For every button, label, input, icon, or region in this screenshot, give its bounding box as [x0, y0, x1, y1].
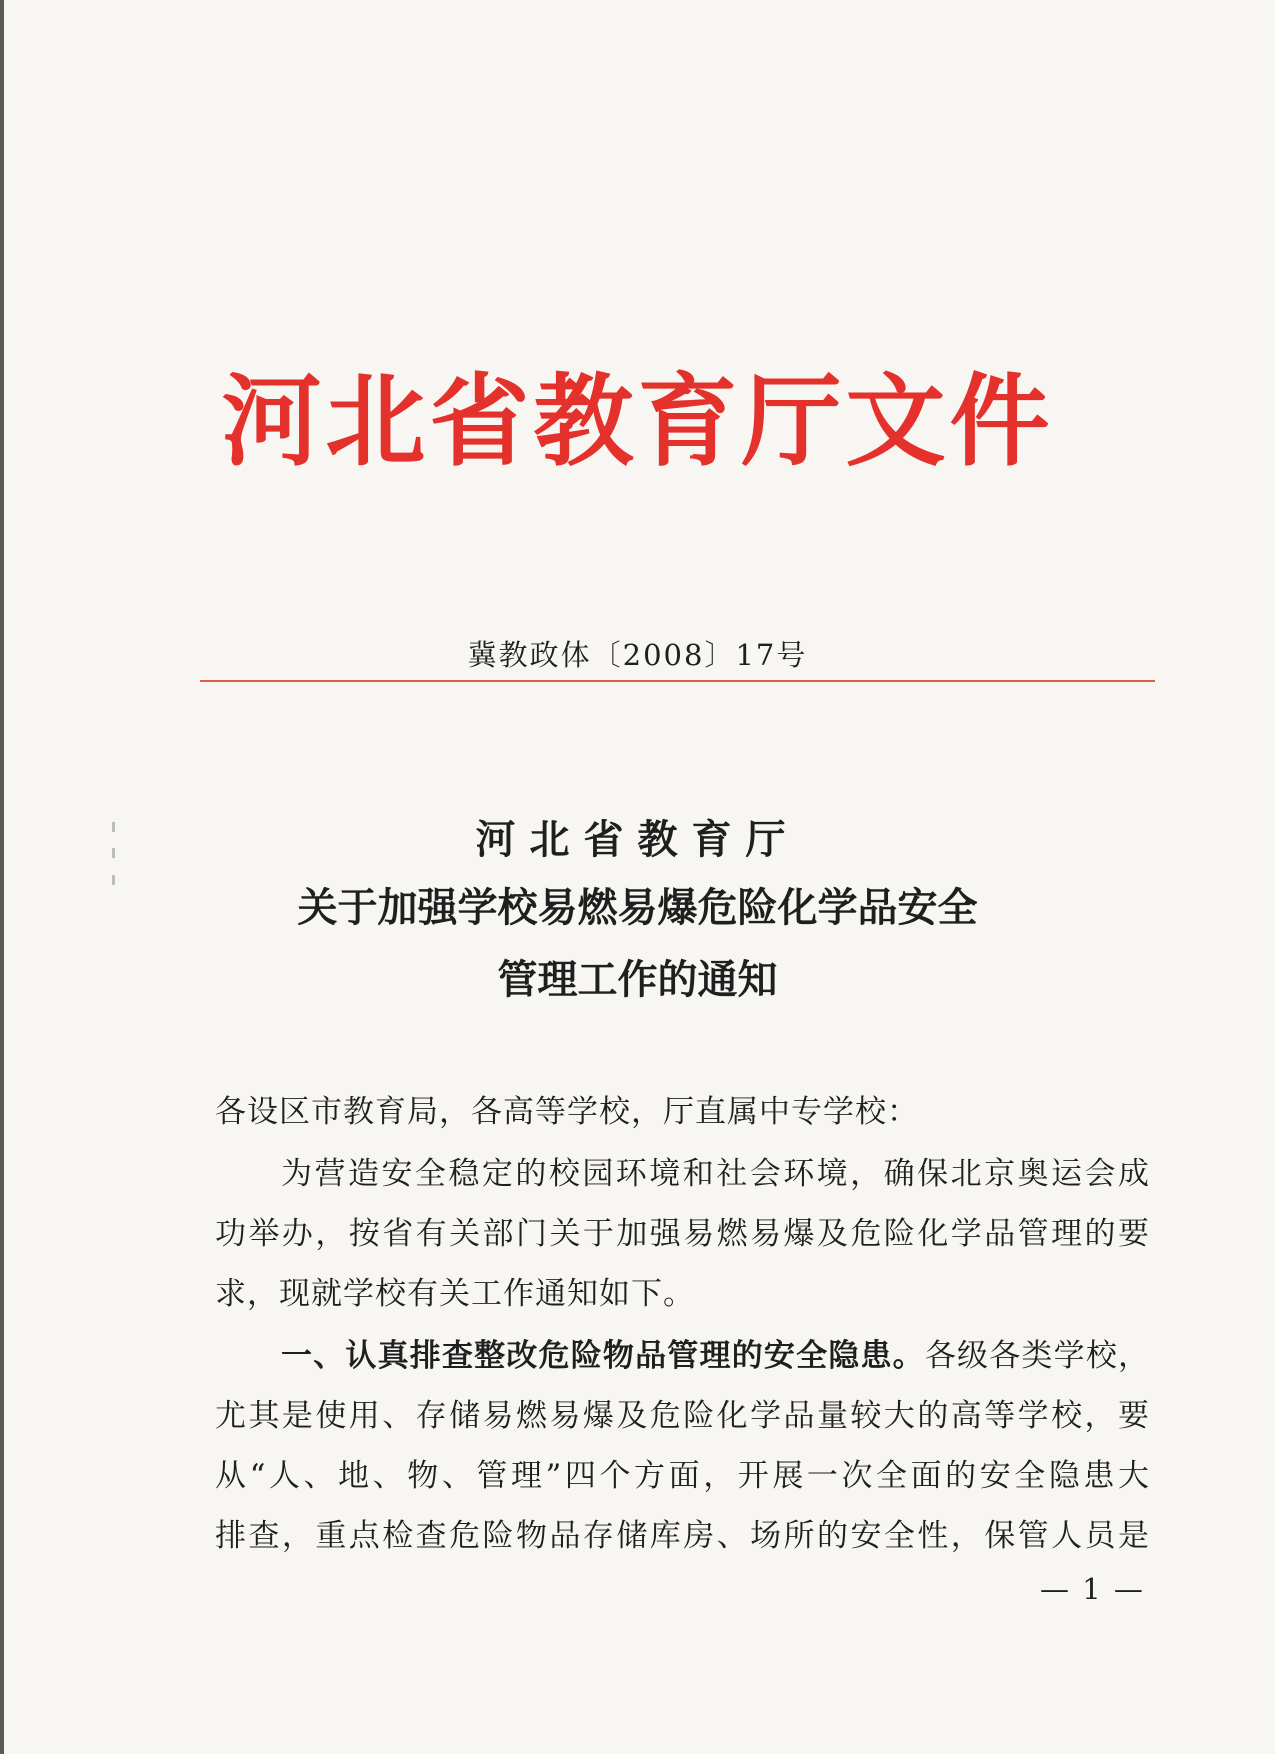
scan-edge	[0, 0, 4, 1754]
section-1-line-2: 尤其是使用、存储易燃易爆及危险化学品量较大的高等学校，要	[215, 1398, 1150, 1434]
section-1-first-line	[215, 1326, 1150, 1386]
section-1-heading: 一、认真排查整改危险物品管理的安全隐患。	[281, 1338, 925, 1374]
title-line-2: 关于加强学校易燃易爆危险化学品安全	[297, 885, 978, 931]
section-1-line-4: 排查，重点检查危险物品存储库房、场所的安全性，保管人员是	[215, 1518, 1150, 1554]
bleed-through	[205, 248, 1125, 270]
intro-line-1: 为营造安全稳定的校园环境和社会环境，确保北京奥运会成	[281, 1156, 1150, 1192]
page-number: — 1 —	[1040, 1572, 1145, 1606]
title-issuer: 河北省教育厅	[475, 817, 800, 863]
intro-line-2: 功举办，按省有关部门关于加强易燃易爆及危险化学品管理的要	[215, 1216, 1150, 1252]
document-number: 冀教政体〔2008〕17号	[467, 638, 808, 672]
intro-line-3: 求，现就学校有关工作通知如下。	[215, 1276, 695, 1312]
masthead: 河北省教育厅文件	[221, 363, 1054, 480]
title-line-3: 管理工作的通知	[497, 957, 778, 1003]
section-1-line-3: 从“人、地、物、管理”四个方面，开展一次全面的安全隐患大	[215, 1458, 1150, 1494]
section-1-text: 各级各类学校，	[924, 1338, 1151, 1374]
red-separator-line	[200, 680, 1155, 682]
salutation: 各设区市教育局，各高等学校，厅直属中专学校：	[215, 1094, 919, 1130]
